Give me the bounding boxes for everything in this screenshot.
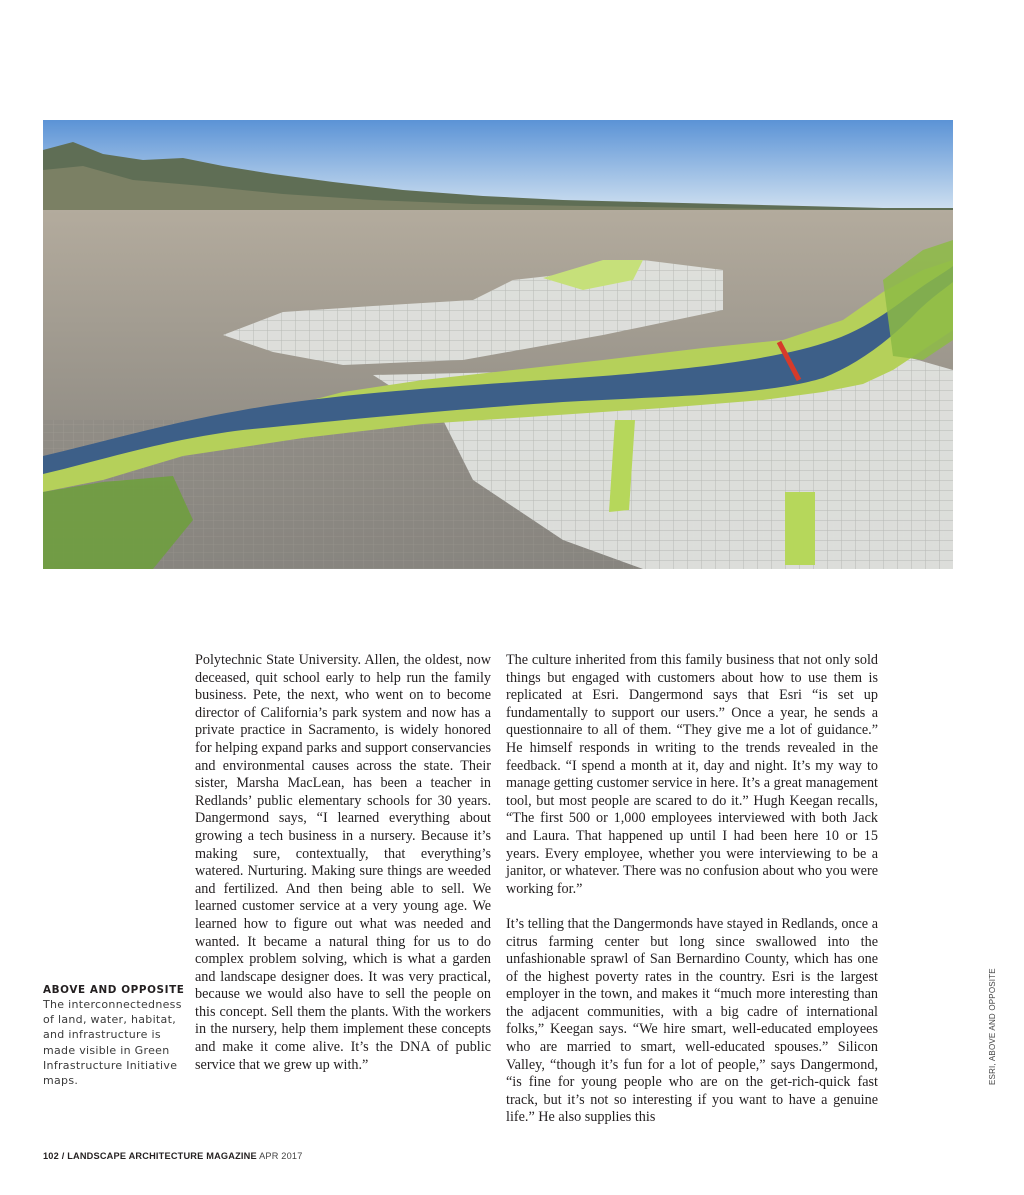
article-paragraph: It’s telling that the Dangermonds have stayed in Redlands, once a citrus farming center but long since swallowed into the unfashionable sprawl of San Bernardino County, which has one of the highest poverty rates in the country. Esri is the largest employer in the town, and makes it “much more interesting than the adjacent communities, with a big cadre of international folks,” Keegan says. “We hire smart, well-educated employees who are married to smart, well-educated spouses.” Silicon Valley, “though it’s fun for a lot of people,” says Dangermond, “is fine for young people who are on the get-rich-quick fast track, but it’s not so interesting if you want to have a genuine life.” He also supplies this — [506, 915, 878, 1126]
south-green-strip-2 — [785, 492, 815, 565]
article-paragraph: Polytechnic State University. Allen, the oldest, now deceased, quit school early to help run the family business. Pete, the next, who went on to become director of California’s park system and now has a private practice in Sacramento, is widely honored for helping expand parks and support conservancies and environmental causes across the state. Their sister, Marsha MacLean, has been a teacher in Redlands’ public elementary schools for 30 years. Dangermond says, “I learned everything about growing a tech business in a nursery. Because it’s making sure, contextually, that everything’s watered. Nurturing. Making sure things are weeded and fertilized. And then being able to sell. We learned customer service at a very young age. We learned how to figure out what was needed and wanted. It became a natural thing for us to do complex problem solving, which is what a garden and landscape designer does. It was very practical, because we would also have to sell the people on this concept. Sell them the plants. With the workers in the nursery, help them implement these concepts and make it come alive. It’s the DNA of public service that we grew up with.” — [195, 652, 491, 1073]
photo-credit: ESRI, ABOVE AND OPPOSITE — [988, 968, 997, 1085]
page-footer — [43, 1151, 303, 1161]
article-column-1 — [195, 652, 491, 1074]
caption-heading: ABOVE AND OPPOSITE — [43, 984, 185, 996]
issue-date: APR 2017 — [259, 1151, 303, 1161]
page-number: 102 — [43, 1151, 59, 1161]
caption-text: The interconnectedness of land, water, habitat, and infrastructure is made visible in Green Infrastructure Initiative maps. — [43, 998, 182, 1088]
publication-name: LANDSCAPE ARCHITECTURE MAGAZINE — [67, 1151, 257, 1161]
hero-image — [43, 120, 953, 569]
image-caption — [43, 983, 188, 1088]
article-paragraph: The culture inherited from this family business that not only sold things but engaged with customers about how to use them is replicated at Esri. Dangermond says that Esri “is set up fundamentally to support our users.” Once a year, he sends a questionnaire to all of them. “They give me a lot of guidance.” He himself responds in writing to the trends revealed in the feedback. “I spend a month at it, day and night. It’s my way to manage getting customer service in here. It’s a great management tool, but most people are scared to do it.” Hugh Keegan recalls, “The first 500 or 1,000 employees interviewed with both Jack and Laura. That happened up until I had been here 10 or 15 years. Every employee, whether you were interviewing to be a janitor, or whatever. There was no confusion about who you were working for.” — [506, 652, 878, 897]
aerial-map-illustration — [43, 120, 953, 569]
footer-separator: / — [58, 1151, 68, 1161]
article-column-2 — [506, 652, 878, 1127]
